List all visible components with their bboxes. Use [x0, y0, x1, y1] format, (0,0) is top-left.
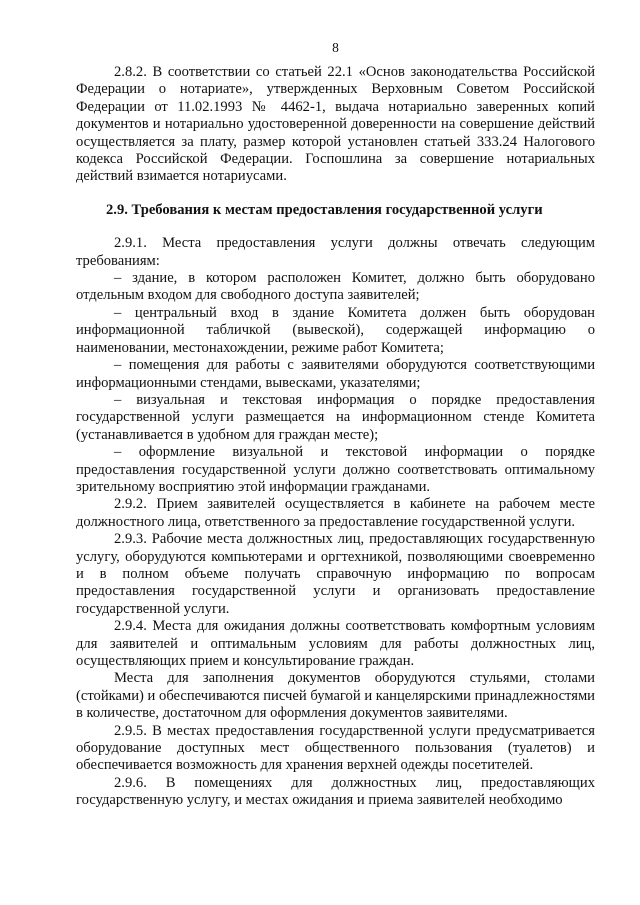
paragraph-2-8-2: 2.8.2. В соответствии со статьей 22.1 «Основ законодательства Российской Федерации о нотариате», утвержденных Верховным Советом Российской Федерации от 11.02.1993 № 4462-1, выдача нотариально заверенных копий документов и нотариально удостоверенной доверенности на совершение действий осуществляется за плату, размер которой установлен статьей 333.24 Налогового кодекса Российской Федерации. Госпошлина за совершение нотариальных действий взимается нотариусами. [76, 64, 595, 185]
document-body [76, 64, 595, 810]
paragraph-2-9-5: 2.9.5. В местах предоставления государственной услуги предусматривается оборудование доступных мест общественного пользования (туалетов) и обеспечивается возможность для хранения верхней одежды посетителей. [76, 722, 595, 774]
paragraph-2-9-1: 2.9.1. Места предоставления услуги должны отвечать следующим требованиям: [76, 235, 595, 269]
page-number: 8 [332, 40, 339, 55]
paragraph-2-9-6: 2.9.6. В помещениях для должностных лиц, предоставляющих государственную услугу, и местах ожидания и приема заявителей необходимо [76, 774, 595, 809]
list-item-rooms-stands: – помещения для работы с заявителями оборудуются соответствующими информационными стендами, вывесками, указателями; [76, 357, 595, 391]
paragraph-filling-places: Места для заполнения документов оборудуются стульями, столами (стойками) и обеспечиваются писчей бумагой и канцелярскими принадлежностями в количестве, достаточном для оформления документов заявителями. [76, 670, 595, 722]
paragraph-2-9-2: 2.9.2. Прием заявителей осуществляется в кабинете на рабочем месте должностного лица, ответственного за предоставление государственной услуги. [76, 496, 595, 530]
section-heading-2-9: 2.9. Требования к местам предоставления государственной услуги [106, 201, 543, 218]
list-item-visual-info: – визуальная и текстовая информация о порядке предоставления государственной услуги размещается на информационном стенде Комитета (устанавливается в удобном для граждан месте); [76, 391, 595, 443]
list-item-building-entrance: – здание, в котором расположен Комитет, должно быть оборудовано отдельным входом для свободного доступа заявителей; [76, 270, 595, 304]
spacer [76, 186, 595, 202]
paragraph-2-9-4: 2.9.4. Места для ожидания должны соответствовать комфортным условиям для заявителей и оптимальным условиям для работы должностных лиц, осуществляющих прием и консультирование граждан. [76, 618, 595, 669]
list-item-info-design: – оформление визуальной и текстовой информации о порядке предоставления государственной услуги должно соответствовать оптимальному зрительному восприятию этой информации гражданами. [76, 444, 595, 495]
paragraph-2-9-3: 2.9.3. Рабочие места должностных лиц, предоставляющих государственную услугу, оборудуются компьютерами и оргтехникой, позволяющими своевременно и в полном объеме получать справочную информацию по вопросам предоставления государственной услуги и организовать предоставление государственной услуги. [76, 531, 595, 617]
spacer [76, 219, 595, 235]
list-item-central-entrance: – центральный вход в здание Комитета должен быть оборудован информационной табличкой (вывеской), содержащей информацию о наименовании, местонахождении, режиме работ Комитета; [76, 304, 595, 356]
